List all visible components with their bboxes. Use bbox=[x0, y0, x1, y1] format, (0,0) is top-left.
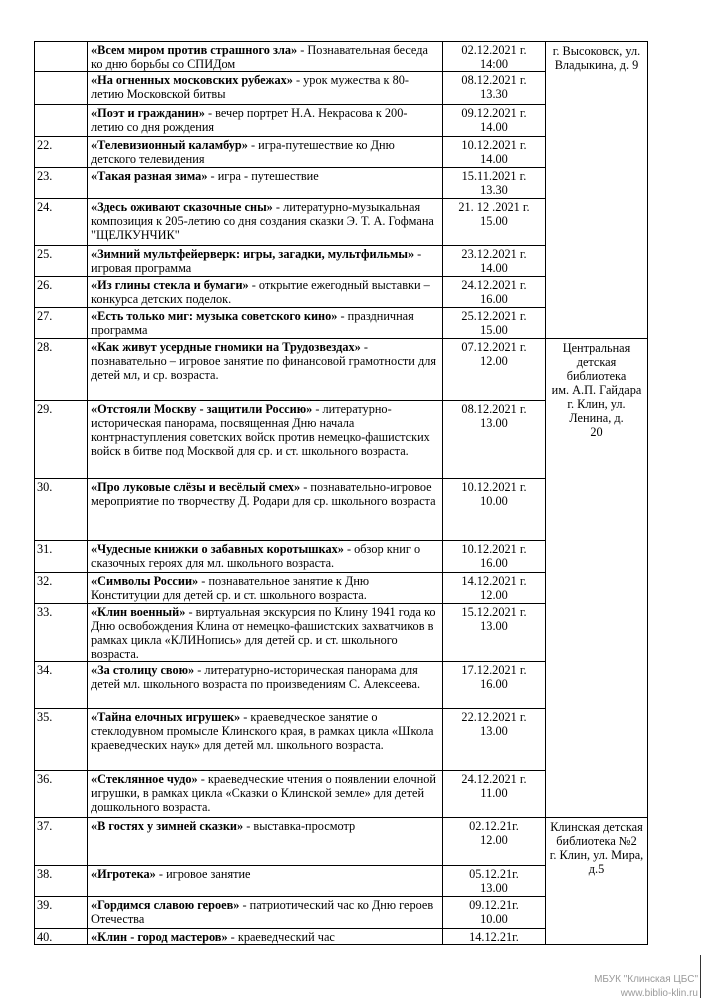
event-description: - праздничная программа bbox=[91, 309, 414, 337]
event-cell bbox=[88, 897, 443, 929]
event-date: 22.12.2021 г. bbox=[461, 710, 527, 724]
event-title: «Из глины стекла и бумаги» bbox=[91, 278, 249, 292]
event-title: «Поэт и гражданин» bbox=[91, 106, 205, 120]
event-time: 16.00 bbox=[480, 556, 508, 570]
row-number: 32. bbox=[35, 573, 88, 604]
event-time: 14.00 bbox=[480, 261, 508, 275]
date-time-cell bbox=[443, 573, 546, 604]
event-cell bbox=[88, 137, 443, 168]
event-cell bbox=[88, 573, 443, 604]
date-time-cell bbox=[443, 168, 546, 199]
table-row bbox=[35, 42, 648, 72]
event-description: - обзор книг о сказочных героях для мл. школьного возраста. bbox=[91, 542, 421, 570]
date-time-cell bbox=[443, 771, 546, 818]
event-time: 12.00 bbox=[480, 588, 508, 602]
location-line: им. А.П. Гайдара bbox=[551, 383, 642, 397]
event-title: «Здесь оживают сказочные сны» bbox=[91, 200, 273, 214]
event-time: 13.00 bbox=[480, 724, 508, 738]
event-date: 10.12.2021 г. bbox=[461, 138, 527, 152]
event-cell bbox=[88, 541, 443, 573]
event-cell bbox=[88, 401, 443, 479]
event-title: «Чудесные книжки о забавных коротышках» bbox=[91, 542, 344, 556]
row-number: 38. bbox=[35, 866, 88, 897]
date-time-cell bbox=[443, 604, 546, 662]
event-description: - выставка-просмотр bbox=[243, 819, 356, 833]
event-description: - игровое занятие bbox=[155, 867, 251, 881]
event-time: 11.00 bbox=[480, 786, 508, 800]
event-description: - открытие ежегодный выставки –конкурса детских поделок. bbox=[91, 278, 430, 306]
event-cell bbox=[88, 308, 443, 339]
table-row bbox=[35, 339, 648, 401]
event-title: «Есть только миг: музыка советского кино» bbox=[91, 309, 338, 323]
event-description: - литературно-историческая панорама для детей мл. школьного возраста по произведениям С. Алексеева. bbox=[91, 663, 421, 691]
date-time-cell bbox=[443, 246, 546, 277]
event-description: - краеведческое занятие о стеклодувном промысле Клинского края, в рамках цикла «Школа краеведческих наук» для детей мл. школьного возраста. bbox=[91, 710, 434, 752]
event-cell bbox=[88, 105, 443, 137]
watermark-site: www.biblio-klin.ru bbox=[620, 988, 698, 999]
watermark-org: МБУК "Клинская ЦБС" bbox=[594, 974, 698, 985]
event-title: «Тайна елочных игрушек» bbox=[91, 710, 241, 724]
event-title: «Зимний мультфейерверк: игры, загадки, мультфильмы» bbox=[91, 247, 415, 261]
date-time-cell bbox=[443, 541, 546, 573]
event-title: «Отстояли Москву - защитили Россию» bbox=[91, 402, 313, 416]
event-date: 15.11.2021 г. bbox=[461, 169, 527, 183]
event-title: «Символы России» bbox=[91, 574, 199, 588]
event-date: 02.12.21г. bbox=[469, 819, 519, 833]
event-cell bbox=[88, 929, 443, 945]
event-cell bbox=[88, 709, 443, 771]
watermark-divider bbox=[700, 955, 701, 998]
event-description: - литературно-музыкальная композиция к 205-летию со дня создания сказки Э. Т. А. Гофмана "ЩЕЛКУНЧИК" bbox=[91, 200, 434, 242]
event-date: 14.12.21г. bbox=[469, 930, 519, 944]
event-time: 13.00 bbox=[480, 416, 508, 430]
row-number: 30. bbox=[35, 479, 88, 541]
event-description: - краеведческие чтения о появлении елочной игрушки, в рамках цикла «Сказки о Клинской земле» для детей дошкольного возраста. bbox=[91, 772, 437, 814]
event-date: 09.12.2021 г. bbox=[461, 106, 527, 120]
event-cell bbox=[88, 339, 443, 401]
date-time-cell bbox=[443, 709, 546, 771]
event-time: 13.00 bbox=[480, 619, 508, 633]
date-time-cell bbox=[443, 42, 546, 72]
location-cell bbox=[546, 42, 648, 339]
event-cell bbox=[88, 818, 443, 866]
event-title: «Как живут усердные гномики на Трудозвездах» bbox=[91, 340, 361, 354]
location-cell bbox=[546, 818, 648, 945]
event-date: 08.12.2021 г. bbox=[461, 402, 527, 416]
row-number: 29. bbox=[35, 401, 88, 479]
location-line: библиотека №2 bbox=[556, 834, 637, 848]
event-cell bbox=[88, 168, 443, 199]
row-number: 39. bbox=[35, 897, 88, 929]
row-number: 36. bbox=[35, 771, 88, 818]
row-number: 22. bbox=[35, 137, 88, 168]
event-cell bbox=[88, 42, 443, 72]
row-number: 34. bbox=[35, 662, 88, 709]
event-date: 23.12.2021 г. bbox=[461, 247, 527, 261]
row-number: 40. bbox=[35, 929, 88, 945]
event-date: 09.12.21г. bbox=[469, 898, 519, 912]
event-date: 25.12.2021 г. bbox=[461, 309, 527, 323]
date-time-cell bbox=[443, 929, 546, 945]
date-time-cell bbox=[443, 308, 546, 339]
event-date: 08.12.2021 г. bbox=[461, 73, 527, 87]
event-cell bbox=[88, 277, 443, 308]
row-number: 27. bbox=[35, 308, 88, 339]
event-time: 14.00 bbox=[480, 120, 508, 134]
row-number: 25. bbox=[35, 246, 88, 277]
event-time: 14:00 bbox=[479, 57, 508, 71]
event-time: 15.00 bbox=[480, 323, 508, 337]
event-date: 17.12.2021 г. bbox=[461, 663, 527, 677]
row-number: 24. bbox=[35, 199, 88, 246]
event-date: 10.12.2021 г. bbox=[461, 480, 527, 494]
event-title: «Стеклянное чудо» bbox=[91, 772, 198, 786]
event-cell bbox=[88, 246, 443, 277]
row-number: 23. bbox=[35, 168, 88, 199]
event-title: «Всем миром против страшного зла» bbox=[91, 43, 298, 57]
event-cell bbox=[88, 72, 443, 105]
event-date: 14.12.2021 г. bbox=[461, 574, 527, 588]
location-cell bbox=[546, 339, 648, 818]
event-description: - познавательно – игровое занятие по финансовой грамотности для детей мл, и ср. возраста. bbox=[91, 340, 436, 382]
event-date: 15.12.2021 г. bbox=[461, 605, 527, 619]
events-table bbox=[34, 41, 648, 945]
event-title: «В гостях у зимней сказки» bbox=[91, 819, 244, 833]
event-title: «Телевизионный каламбур» bbox=[91, 138, 248, 152]
row-number: 33. bbox=[35, 604, 88, 662]
date-time-cell bbox=[443, 137, 546, 168]
event-date: 24.12.2021 г. bbox=[461, 278, 527, 292]
event-date: 21. 12 .2021 г. bbox=[458, 200, 530, 214]
event-description: - игра-путешествие ко Дню детского телевидения bbox=[91, 138, 395, 166]
location-line: 20 bbox=[590, 425, 603, 439]
row-number bbox=[35, 105, 88, 137]
date-time-cell bbox=[443, 818, 546, 866]
event-description: - познавательно-игровое мероприятие по творчеству Д. Родари для ср. школьного возраста bbox=[91, 480, 436, 508]
date-time-cell bbox=[443, 401, 546, 479]
event-title: «Про луковые слёзы и весёлый смех» bbox=[91, 480, 301, 494]
event-time: 12.00 bbox=[480, 354, 508, 368]
location-line: Владыкина, д. 9 bbox=[554, 58, 639, 72]
date-time-cell bbox=[443, 72, 546, 105]
event-description: - урок мужества к 80-летию Московской битвы bbox=[91, 73, 409, 101]
event-title: «Клин военный» bbox=[91, 605, 186, 619]
event-description: - познавательное занятие к Дню Конституции для детей ср. и ст. школьного возраста. bbox=[91, 574, 370, 602]
event-cell bbox=[88, 771, 443, 818]
date-time-cell bbox=[443, 339, 546, 401]
event-title: «Такая разная зима» bbox=[91, 169, 208, 183]
event-description: - игровая программа bbox=[91, 247, 422, 275]
event-cell bbox=[88, 199, 443, 246]
date-time-cell bbox=[443, 897, 546, 929]
location-line: г. Высоковск, ул. bbox=[552, 44, 641, 58]
event-date: 24.12.2021 г. bbox=[461, 772, 527, 786]
table-row bbox=[35, 818, 648, 866]
event-time: 16.00 bbox=[480, 677, 508, 691]
event-title: «Гордимся славою героев» bbox=[91, 898, 240, 912]
event-title: «На огненных московских рубежах» bbox=[91, 73, 293, 87]
event-description: - Познавательная беседа ко дню борьбы со СПИДом bbox=[91, 43, 428, 71]
event-date: 05.12.21г. bbox=[469, 867, 519, 881]
event-description: - виртуальная экскурсия по Клину 1941 года ко Дню освобождения Клина от немецко-фашистских захватчиков в рамках цикла «КЛИНопись» для детей ср. и ст. школьного возраста. bbox=[91, 605, 436, 661]
event-title: «Игротека» bbox=[91, 867, 156, 881]
event-cell bbox=[88, 662, 443, 709]
date-time-cell bbox=[443, 479, 546, 541]
location-line: г. Клин, ул. Мира, д.5 bbox=[549, 848, 644, 876]
event-cell bbox=[88, 479, 443, 541]
row-number: 35. bbox=[35, 709, 88, 771]
row-number: 28. bbox=[35, 339, 88, 401]
event-time: 12.00 bbox=[480, 833, 508, 847]
event-date: 07.12.2021 г. bbox=[461, 340, 527, 354]
location-line: г. Клин, ул. Ленина, д. bbox=[567, 397, 626, 425]
event-time: 15.00 bbox=[480, 214, 508, 228]
event-description: - литературно-историческая панорама, посвященная Дню начала контрнаступления советских войск против немецко-фашистских войск в битве под Москвой для ср. и ст. школьного возраста. bbox=[91, 402, 430, 458]
event-time: 10.00 bbox=[480, 912, 508, 926]
event-time: 13.30 bbox=[480, 183, 508, 197]
event-cell bbox=[88, 604, 443, 662]
event-title: «За столицу свою» bbox=[91, 663, 195, 677]
event-time: 13.30 bbox=[480, 87, 508, 101]
row-number: 37. bbox=[35, 818, 88, 866]
events-table-body bbox=[35, 42, 648, 945]
date-time-cell bbox=[443, 277, 546, 308]
event-cell bbox=[88, 866, 443, 897]
row-number bbox=[35, 42, 88, 72]
event-description: - патриотический час ко Дню героев Отечества bbox=[91, 898, 434, 926]
row-number bbox=[35, 72, 88, 105]
event-time: 16.00 bbox=[480, 292, 508, 306]
event-date: 10.12.2021 г. bbox=[461, 542, 527, 556]
event-description: - вечер портрет Н.А. Некрасова к 200-летию со дня рождения bbox=[91, 106, 408, 134]
location-line: Клинская детская bbox=[550, 820, 643, 834]
row-number: 31. bbox=[35, 541, 88, 573]
event-title: «Клин - город мастеров» bbox=[91, 930, 228, 944]
event-time: 13.00 bbox=[480, 881, 508, 895]
location-line: Центральная детская bbox=[562, 341, 631, 369]
date-time-cell bbox=[443, 199, 546, 246]
row-number: 26. bbox=[35, 277, 88, 308]
event-time: 10.00 bbox=[480, 494, 508, 508]
event-description: - игра - путешествие bbox=[207, 169, 319, 183]
event-description: - краеведческий час bbox=[227, 930, 335, 944]
event-date: 02.12.2021 г. bbox=[461, 43, 527, 57]
location-line: библиотека bbox=[566, 369, 627, 383]
date-time-cell bbox=[443, 866, 546, 897]
date-time-cell bbox=[443, 105, 546, 137]
event-time: 14.00 bbox=[480, 152, 508, 166]
date-time-cell bbox=[443, 662, 546, 709]
